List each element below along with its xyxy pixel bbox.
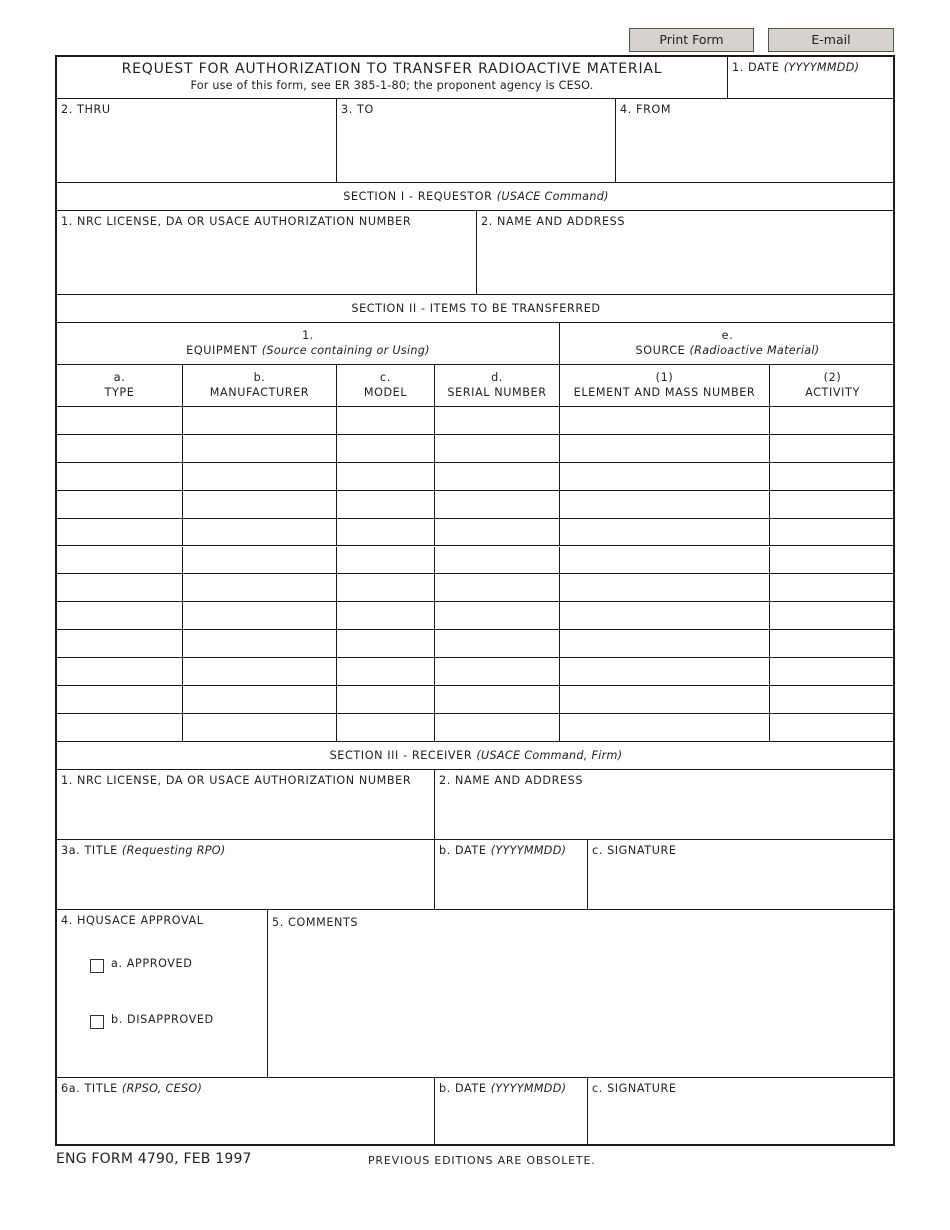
item-row-8-model-cell[interactable] xyxy=(337,602,435,630)
comments-field[interactable] xyxy=(268,910,895,1078)
item-row-11-type-cell[interactable] xyxy=(57,686,183,714)
print-form-button[interactable]: Print Form xyxy=(629,28,754,52)
comments-label: 5. COMMENTS xyxy=(272,916,359,929)
column-number: d. xyxy=(491,371,503,384)
item-row-10-model-cell[interactable] xyxy=(337,658,435,686)
from-label: 4. FROM xyxy=(620,103,672,116)
column-header-element-mass-number xyxy=(560,365,770,407)
item-row-1-type-cell[interactable] xyxy=(57,407,183,435)
item-row-8-type-cell[interactable] xyxy=(57,602,183,630)
item-row-12-model-cell[interactable] xyxy=(337,714,435,742)
source-label: SOURCE (Radioactive Material) xyxy=(635,344,820,357)
item-row-5-model-cell[interactable] xyxy=(337,519,435,547)
receiver-license-label: 1. NRC LICENSE, DA OR USACE AUTHORIZATION NUMBER xyxy=(61,774,412,787)
receiver-signature-field[interactable] xyxy=(588,840,895,910)
item-row-1-element-mass-number-cell[interactable] xyxy=(560,407,770,435)
receiver-date-label: b. DATE (YYYYMMDD) xyxy=(439,844,567,857)
form-identifier: ENG FORM 4790, FEB 1997 xyxy=(56,1151,252,1167)
section-3-header xyxy=(57,742,895,770)
item-row-11-model-cell[interactable] xyxy=(337,686,435,714)
item-row-6-activity-cell[interactable] xyxy=(770,547,895,575)
item-row-12-activity-cell[interactable] xyxy=(770,714,895,742)
thru-label: 2. THRU xyxy=(61,103,111,116)
receiver-date-field[interactable] xyxy=(435,840,588,910)
item-row-2-model-cell[interactable] xyxy=(337,435,435,463)
item-row-3-activity-cell[interactable] xyxy=(770,463,895,491)
item-row-1-model-cell[interactable] xyxy=(337,407,435,435)
section-2-header xyxy=(57,295,895,323)
requestor-name-label: 2. NAME AND ADDRESS xyxy=(481,215,626,228)
column-header-serial-number xyxy=(435,365,560,407)
item-row-7-activity-cell[interactable] xyxy=(770,574,895,602)
item-row-7-serial-number-cell[interactable] xyxy=(435,574,560,602)
column-label: SERIAL NUMBER xyxy=(447,386,547,399)
requesting-rpo-title-field[interactable] xyxy=(57,840,435,910)
form-subtitle: For use of this form, see ER 385-1-80; the proponent agency is CESO. xyxy=(190,79,594,92)
equipment-num: 1. xyxy=(302,329,314,342)
equipment-group-header xyxy=(57,323,560,365)
date-field[interactable] xyxy=(728,57,895,99)
final-date-field[interactable] xyxy=(435,1078,588,1146)
item-row-6-serial-number-cell[interactable] xyxy=(435,547,560,575)
item-row-4-activity-cell[interactable] xyxy=(770,491,895,519)
item-row-1-serial-number-cell[interactable] xyxy=(435,407,560,435)
item-row-10-serial-number-cell[interactable] xyxy=(435,658,560,686)
item-row-5-serial-number-cell[interactable] xyxy=(435,519,560,547)
item-row-4-type-cell[interactable] xyxy=(57,491,183,519)
item-row-6-model-cell[interactable] xyxy=(337,547,435,575)
column-header-model xyxy=(337,365,435,407)
item-row-2-element-mass-number-cell[interactable] xyxy=(560,435,770,463)
item-row-9-manufacturer-cell[interactable] xyxy=(183,630,337,658)
section-3-title: SECTION III - RECEIVER (USACE Command, Firm) xyxy=(329,749,623,762)
title-6a-label: 6a. TITLE (RPSO, CESO) xyxy=(61,1082,203,1095)
transfer-request-form xyxy=(55,55,895,1146)
to-label: 3. TO xyxy=(341,103,374,116)
item-row-2-activity-cell[interactable] xyxy=(770,435,895,463)
requestor-name-address-field[interactable] xyxy=(477,211,895,295)
approved-checkbox[interactable] xyxy=(90,959,104,973)
item-row-12-type-cell[interactable] xyxy=(57,714,183,742)
source-group-header xyxy=(560,323,895,365)
approval-label: 4. HQUSACE APPROVAL xyxy=(61,914,204,927)
receiver-signature-label: c. SIGNATURE xyxy=(592,844,677,857)
item-row-4-serial-number-cell[interactable] xyxy=(435,491,560,519)
item-row-12-serial-number-cell[interactable] xyxy=(435,714,560,742)
form-title-box xyxy=(57,57,728,99)
column-number: c. xyxy=(380,371,391,384)
final-signature-label: c. SIGNATURE xyxy=(592,1082,677,1095)
final-date-label: b. DATE (YYYYMMDD) xyxy=(439,1082,567,1095)
item-row-11-activity-cell[interactable] xyxy=(770,686,895,714)
disapproved-checkbox[interactable] xyxy=(90,1015,104,1029)
column-header-manufacturer xyxy=(183,365,337,407)
receiver-name-address-field[interactable] xyxy=(435,770,895,840)
obsolete-note: PREVIOUS EDITIONS ARE OBSOLETE. xyxy=(368,1154,596,1167)
from-field[interactable] xyxy=(616,99,895,183)
column-label: ACTIVITY xyxy=(805,386,860,399)
item-row-9-activity-cell[interactable] xyxy=(770,630,895,658)
item-row-9-type-cell[interactable] xyxy=(57,630,183,658)
section-1-header xyxy=(57,183,895,211)
item-row-4-manufacturer-cell[interactable] xyxy=(183,491,337,519)
section-1-title: SECTION I - REQUESTOR (USACE Command) xyxy=(343,190,609,203)
item-row-1-manufacturer-cell[interactable] xyxy=(183,407,337,435)
to-field[interactable] xyxy=(337,99,616,183)
hqusace-approval-box xyxy=(57,910,268,1078)
thru-field[interactable] xyxy=(57,99,337,183)
item-row-7-manufacturer-cell[interactable] xyxy=(183,574,337,602)
item-row-1-activity-cell[interactable] xyxy=(770,407,895,435)
item-row-5-activity-cell[interactable] xyxy=(770,519,895,547)
item-row-2-manufacturer-cell[interactable] xyxy=(183,435,337,463)
item-row-9-serial-number-cell[interactable] xyxy=(435,630,560,658)
item-row-11-manufacturer-cell[interactable] xyxy=(183,686,337,714)
item-row-2-type-cell[interactable] xyxy=(57,435,183,463)
item-row-2-serial-number-cell[interactable] xyxy=(435,435,560,463)
item-row-7-element-mass-number-cell[interactable] xyxy=(560,574,770,602)
title-3a-label: 3a. TITLE (Requesting RPO) xyxy=(61,844,226,857)
item-row-6-element-mass-number-cell[interactable] xyxy=(560,547,770,575)
form-title: REQUEST FOR AUTHORIZATION TO TRANSFER RADIOACTIVE MATERIAL xyxy=(121,61,663,77)
item-row-6-type-cell[interactable] xyxy=(57,547,183,575)
item-row-8-manufacturer-cell[interactable] xyxy=(183,602,337,630)
item-row-4-model-cell[interactable] xyxy=(337,491,435,519)
requestor-license-field[interactable] xyxy=(57,211,477,295)
item-row-3-serial-number-cell[interactable] xyxy=(435,463,560,491)
final-signature-field[interactable] xyxy=(588,1078,895,1146)
section-2-title: SECTION II - ITEMS TO BE TRANSFERRED xyxy=(351,302,601,315)
item-row-11-serial-number-cell[interactable] xyxy=(435,686,560,714)
column-label: MODEL xyxy=(363,386,408,399)
item-row-4-element-mass-number-cell[interactable] xyxy=(560,491,770,519)
column-number: (2) xyxy=(823,371,842,384)
item-row-12-element-mass-number-cell[interactable] xyxy=(560,714,770,742)
item-row-3-type-cell[interactable] xyxy=(57,463,183,491)
item-row-10-type-cell[interactable] xyxy=(57,658,183,686)
date-label: 1. DATE (YYYYMMDD) xyxy=(732,61,860,74)
item-row-12-manufacturer-cell[interactable] xyxy=(183,714,337,742)
item-row-3-element-mass-number-cell[interactable] xyxy=(560,463,770,491)
item-row-5-element-mass-number-cell[interactable] xyxy=(560,519,770,547)
receiver-name-label: 2. NAME AND ADDRESS xyxy=(439,774,584,787)
receiver-license-field[interactable] xyxy=(57,770,435,840)
item-row-5-type-cell[interactable] xyxy=(57,519,183,547)
item-row-10-element-mass-number-cell[interactable] xyxy=(560,658,770,686)
item-row-8-serial-number-cell[interactable] xyxy=(435,602,560,630)
column-label: TYPE xyxy=(104,386,135,399)
approved-label: a. APPROVED xyxy=(111,957,193,970)
column-label: MANUFACTURER xyxy=(209,386,310,399)
item-row-9-model-cell[interactable] xyxy=(337,630,435,658)
item-row-6-manufacturer-cell[interactable] xyxy=(183,547,337,575)
item-row-10-activity-cell[interactable] xyxy=(770,658,895,686)
item-row-9-element-mass-number-cell[interactable] xyxy=(560,630,770,658)
item-row-7-model-cell[interactable] xyxy=(337,574,435,602)
item-row-3-model-cell[interactable] xyxy=(337,463,435,491)
rpso-title-field[interactable] xyxy=(57,1078,435,1146)
item-row-3-manufacturer-cell[interactable] xyxy=(183,463,337,491)
column-number: (1) xyxy=(655,371,674,384)
column-header-activity xyxy=(770,365,895,407)
item-row-8-activity-cell[interactable] xyxy=(770,602,895,630)
column-number: b. xyxy=(253,371,266,384)
item-row-5-manufacturer-cell[interactable] xyxy=(183,519,337,547)
item-row-10-manufacturer-cell[interactable] xyxy=(183,658,337,686)
equipment-label: EQUIPMENT (Source containing or Using) xyxy=(186,344,430,357)
source-num: e. xyxy=(721,329,734,342)
column-number: a. xyxy=(113,371,126,384)
column-header-type xyxy=(57,365,183,407)
email-button[interactable]: E-mail xyxy=(768,28,894,52)
item-row-8-element-mass-number-cell[interactable] xyxy=(560,602,770,630)
item-row-11-element-mass-number-cell[interactable] xyxy=(560,686,770,714)
disapproved-label: b. DISAPPROVED xyxy=(111,1013,214,1026)
item-row-7-type-cell[interactable] xyxy=(57,574,183,602)
column-label: ELEMENT AND MASS NUMBER xyxy=(573,386,756,399)
requestor-license-label: 1. NRC LICENSE, DA OR USACE AUTHORIZATION NUMBER xyxy=(61,215,412,228)
